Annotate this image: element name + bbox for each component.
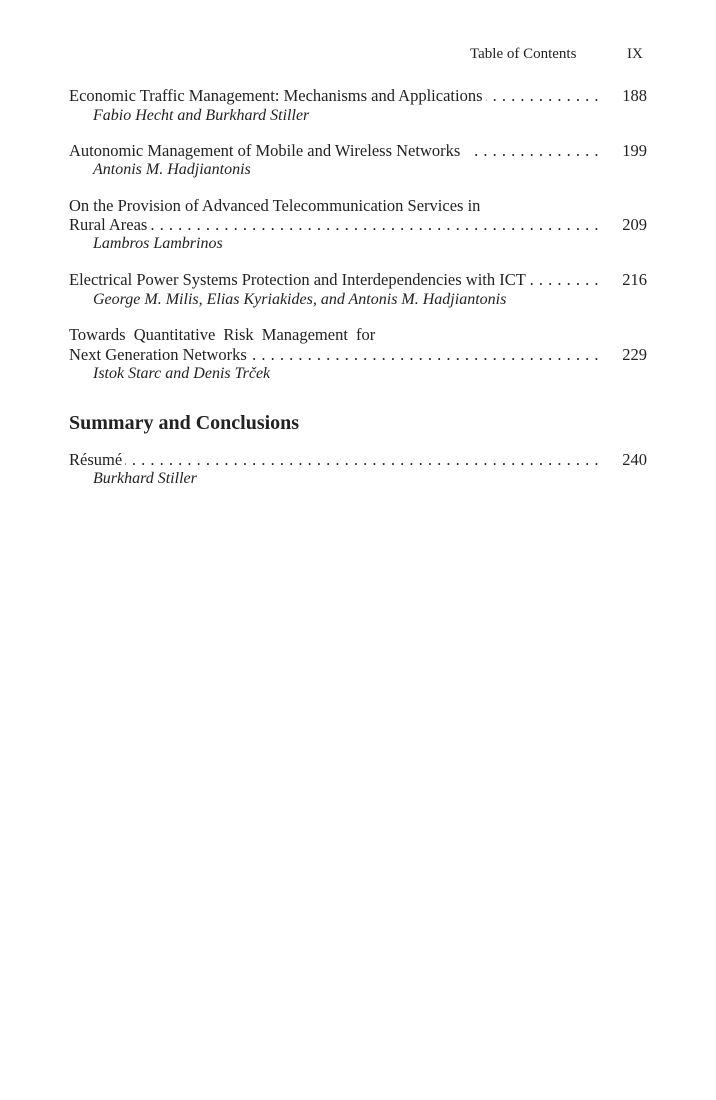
toc-entry[interactable] (69, 345, 647, 365)
entry-title-line1: Towards Quantitative Risk Management for (69, 325, 376, 344)
toc-entry[interactable] (69, 450, 647, 470)
toc-entry[interactable] (69, 141, 647, 161)
entry-page: 240 (622, 450, 647, 469)
dot-leader (150, 215, 599, 235)
dot-leader (529, 270, 599, 290)
dot-leader (250, 345, 599, 365)
entry-title: Electrical Power Systems Protection and Interdependencies with ICT (69, 270, 526, 289)
section-heading: Summary and Conclusions (69, 412, 300, 434)
entry-page: 229 (622, 345, 647, 364)
entry-authors: Burkhard Stiller (93, 470, 197, 487)
entry-title-line2: Rural Areas (69, 215, 148, 234)
toc-entry[interactable] (69, 215, 647, 235)
entry-title-line1: On the Provision of Advanced Telecommunication Services in (69, 196, 481, 215)
dot-leader (125, 450, 599, 470)
entry-authors: Lambros Lambrinos (93, 235, 223, 252)
toc-entry-title-line[interactable] (69, 196, 647, 216)
entry-authors: Antonis M. Hadjiantonis (93, 161, 251, 178)
entry-title: Economic Traffic Management: Mechanisms and Applications (69, 86, 483, 105)
entry-title-line2: Next Generation Networks (69, 345, 247, 364)
entry-authors: Istok Starc and Denis Trček (93, 365, 271, 382)
entry-authors: George M. Milis, Elias Kyriakides, and Antonis M. Hadjiantonis (93, 291, 507, 308)
toc-entry-title-line[interactable] (69, 325, 647, 345)
entry-authors: Fabio Hecht and Burkhard Stiller (93, 107, 310, 124)
entry-page: 216 (622, 270, 647, 289)
entry-title: Autonomic Management of Mobile and Wireless Networks (69, 141, 461, 160)
page-number: IX (627, 46, 643, 62)
dot-leader (470, 141, 599, 161)
entry-page: 199 (622, 141, 647, 160)
entry-title: Résumé (69, 450, 123, 469)
running-title: Table of Contents (470, 46, 577, 62)
dot-leader (486, 86, 600, 106)
toc-entry[interactable] (69, 86, 647, 106)
toc-entry[interactable] (69, 270, 647, 290)
entry-page: 188 (622, 86, 647, 105)
entry-page: 209 (622, 215, 647, 234)
